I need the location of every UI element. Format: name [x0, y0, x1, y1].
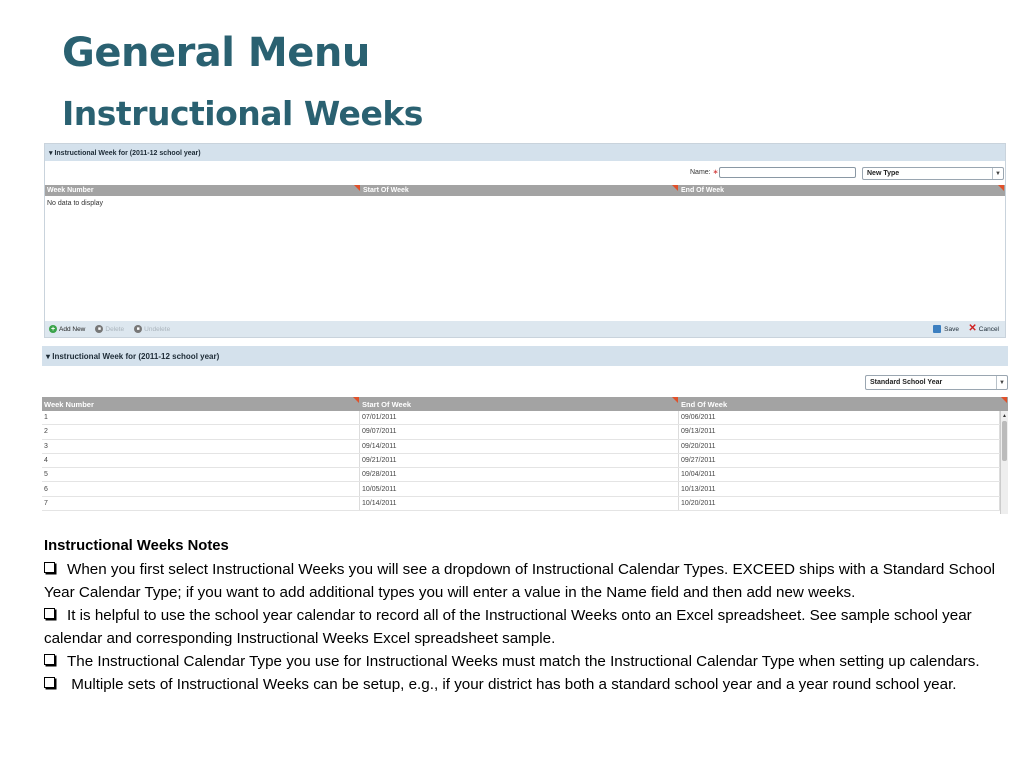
- table-row[interactable]: 4 09/21/2011 09/27/2011: [42, 454, 1000, 468]
- chevron-down-icon[interactable]: ▼: [996, 376, 1007, 389]
- instructional-week-panel-standard: [42, 346, 1008, 514]
- note-item: The Instructional Calendar Type you use for Instructional Weeks must match the Instructional Calendar Type when setting up calendars.: [44, 650, 1019, 673]
- table-row[interactable]: 2 09/07/2011 09/13/2011: [42, 425, 1000, 439]
- panel-header[interactable]: ▾ Instructional Week for (2011-12 school year): [42, 346, 1008, 366]
- cancel-button[interactable]: ✕ Cancel: [968, 323, 999, 334]
- column-header-week-number[interactable]: Week Number: [42, 397, 360, 411]
- sort-corner-icon: [353, 397, 359, 403]
- sort-corner-icon: [672, 397, 678, 403]
- instructional-week-panel-new: [44, 143, 1006, 338]
- name-input[interactable]: [719, 167, 856, 178]
- checkbox-bullet-icon: [44, 608, 55, 619]
- calendar-type-select[interactable]: [865, 375, 1008, 390]
- undelete-button[interactable]: ■ Undelete: [134, 325, 170, 333]
- select-value: New Type: [867, 170, 900, 177]
- scroll-up-icon[interactable]: ▲: [1002, 412, 1007, 419]
- notes-title: Instructional Weeks Notes: [44, 538, 229, 554]
- table-row[interactable]: 5 09/28/2011 10/04/2011: [42, 468, 1000, 482]
- page-subtitle: Instructional Weeks: [62, 94, 423, 133]
- chevron-down-icon[interactable]: ▼: [992, 168, 1003, 179]
- calendar-type-select[interactable]: [862, 167, 1004, 180]
- select-value: Standard School Year: [870, 379, 943, 386]
- trash-icon: ■: [95, 325, 103, 333]
- grid-rows: [42, 411, 1000, 511]
- table-row[interactable]: 6 10/05/2011 10/13/2011: [42, 482, 1000, 496]
- empty-grid-text: No data to display: [47, 200, 104, 207]
- name-label: Name: ∗: [690, 169, 719, 176]
- add-new-button[interactable]: + Add New: [50, 325, 86, 333]
- note-item: Multiple sets of Instructional Weeks can be setup, e.g., if your district has both a standard school year and a year round school year.: [44, 673, 1019, 696]
- table-row[interactable]: 7 10/14/2011 10/20/2011: [42, 497, 1000, 511]
- sort-corner-icon: [672, 185, 678, 191]
- sort-corner-icon: [1001, 397, 1007, 403]
- vertical-scrollbar[interactable]: [1000, 411, 1008, 514]
- trash-icon: ■: [134, 325, 142, 333]
- column-header-end-of-week[interactable]: End Of Week: [679, 397, 1008, 411]
- sort-corner-icon: [354, 185, 360, 191]
- plus-icon: +: [50, 325, 56, 333]
- checkbox-bullet-icon: [44, 562, 55, 573]
- delete-button[interactable]: ■ Delete: [95, 325, 124, 333]
- scrollbar-thumb[interactable]: [1002, 421, 1007, 461]
- note-item: It is helpful to use the school year calendar to record all of the Instructional Weeks onto an Excel spreadsheet. See sample school year calendar and corresponding Instructional Weeks Excel spreadsheet sample.: [44, 607, 972, 647]
- page-title: General Menu: [62, 30, 370, 76]
- panel-footer: [45, 321, 1005, 337]
- table-row[interactable]: 1 07/01/2011 09/06/2011: [42, 411, 1000, 425]
- checkbox-bullet-icon: [44, 677, 55, 688]
- notes-section: [44, 535, 1019, 696]
- close-icon: ✕: [968, 323, 977, 334]
- note-item: When you first select Instructional Weeks you will see a dropdown of Instructional Calendar Types. EXCEED ships with a Standard School Year Calendar Type; if you want to add additional types you will enter a value in the Name field and then add new weeks.: [44, 561, 996, 601]
- grid-header: [42, 397, 1008, 411]
- grid-header: [45, 185, 1005, 196]
- panel-header[interactable]: ▾ Instructional Week for (2011-12 school year): [45, 144, 1005, 161]
- checkbox-bullet-icon: [44, 654, 55, 665]
- column-header-week-number[interactable]: Week Number: [45, 185, 361, 196]
- save-icon: [933, 325, 941, 333]
- column-header-start-of-week[interactable]: Start Of Week: [361, 185, 679, 196]
- table-row[interactable]: 3 09/14/2011 09/20/2011: [42, 440, 1000, 454]
- save-button[interactable]: Save: [933, 325, 959, 333]
- sort-corner-icon: [998, 185, 1004, 191]
- column-header-end-of-week[interactable]: End Of Week: [679, 185, 1005, 196]
- column-header-start-of-week[interactable]: Start Of Week: [360, 397, 679, 411]
- required-mark: ∗: [712, 169, 719, 176]
